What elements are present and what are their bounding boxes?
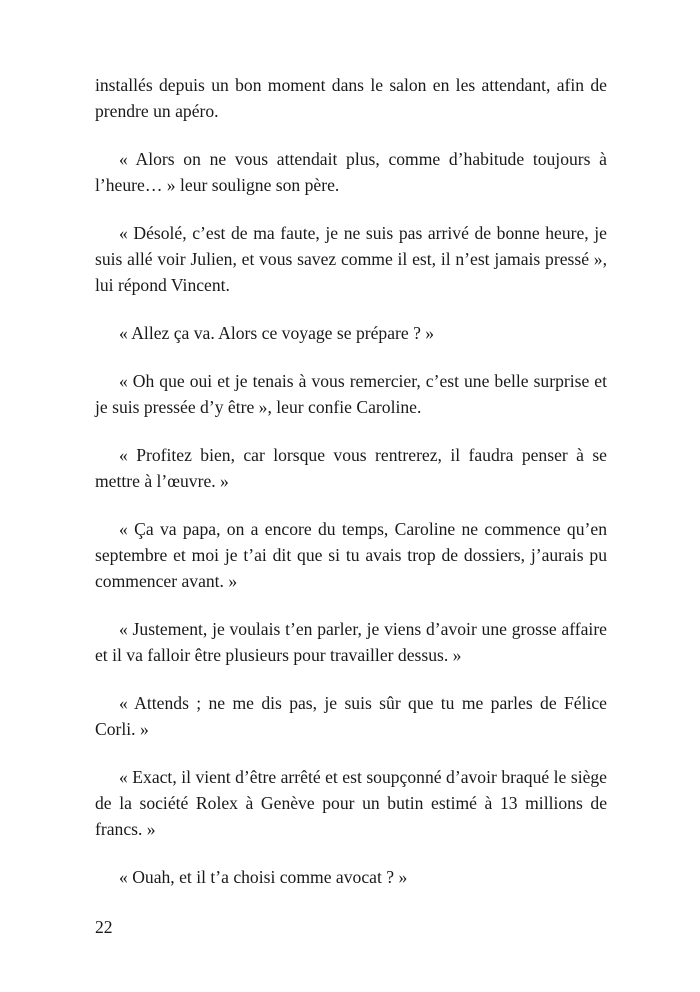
paragraph: « Oh que oui et je tenais à vous remercier, c’est une belle surprise et je suis pressée d’y être », leur confie Caroline. xyxy=(95,371,607,417)
paragraph: « Allez ça va. Alors ce voyage se prépare ? » xyxy=(119,323,435,343)
paragraph: « Exact, il vient d’être arrêté et est soupçonné d’avoir braqué le siège de la société Rolex à Genève pour un butin estimé à 13 millions de francs. » xyxy=(95,767,607,839)
page-number: 22 xyxy=(95,917,113,937)
paragraph: « Profitez bien, car lorsque vous rentrerez, il faudra penser à se mettre à l’œuvre. » xyxy=(95,445,607,491)
paragraph: « Attends ; ne me dis pas, je suis sûr que tu me parles de Félice Corli. » xyxy=(95,693,607,739)
paragraph: « Ouah, et il t’a choisi comme avocat ? » xyxy=(119,867,408,887)
paragraph: « Désolé, c’est de ma faute, je ne suis pas arrivé de bonne heure, je suis allé voir Julien, et vous savez comme il est, il n’est jamais pressé », lui répond Vincent. xyxy=(95,223,607,295)
paragraph: « Justement, je voulais t’en parler, je viens d’avoir une grosse affaire et il va falloir être plusieurs pour travailler dessus. » xyxy=(95,619,607,665)
paragraph: installés depuis un bon moment dans le salon en les attendant, afin de prendre un apéro. xyxy=(95,75,607,121)
body-text xyxy=(95,72,607,912)
paragraph: « Ça va papa, on a encore du temps, Caroline ne commence qu’en septembre et moi je t’ai dit que si tu avais trop de dossiers, j’aurais pu commencer avant. » xyxy=(95,519,607,591)
paragraph: « Alors on ne vous attendait plus, comme d’habitude toujours à l’heure… » leur souligne son père. xyxy=(95,149,607,195)
